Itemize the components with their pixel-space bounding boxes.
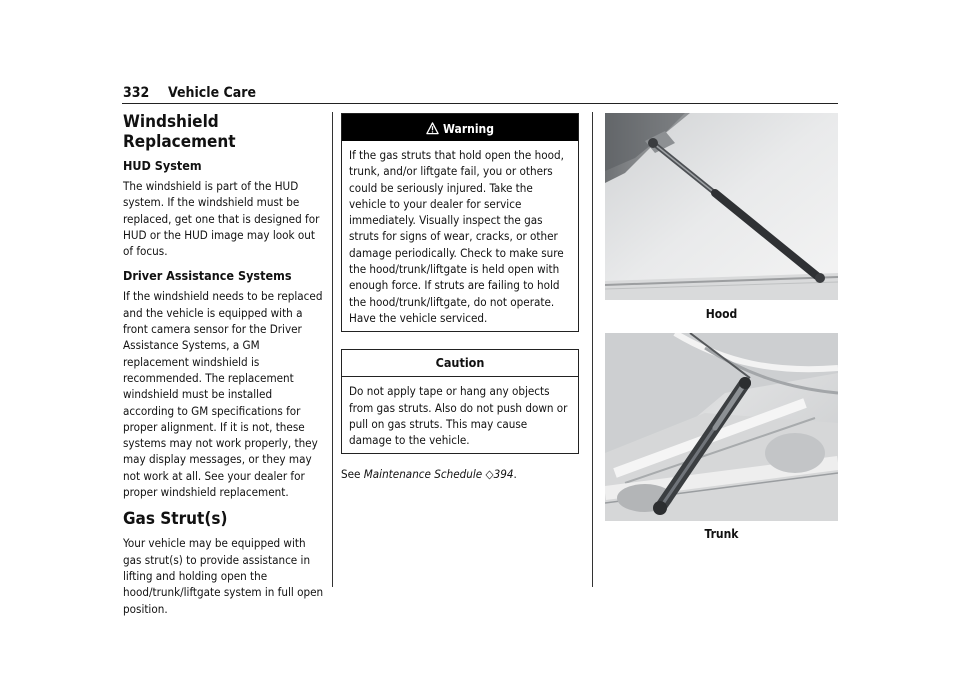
reference-page-number: 394 <box>493 467 514 482</box>
see-reference <box>341 466 579 482</box>
column-divider-2 <box>592 112 593 587</box>
warning-header <box>342 114 578 141</box>
warning-triangle-icon <box>426 122 439 135</box>
trunk-strut-illustration <box>605 333 838 521</box>
hood-caption: Hood <box>705 307 738 321</box>
warning-title: Warning <box>443 122 494 136</box>
warning-text: If the gas struts that hold open the hood, trunk, and/or liftgate fail, you or others could be seriously injured. Take the vehicle to your dealer for service immediately. Visually inspect the gas struts for signs of wear, cracks, or other damage periodically. Check to make sure the hood/trunk/liftgate is held open with enough force. If struts are failing to hold the hood/trunk/liftgate, do not operate. Have the vehicle serviced. <box>349 148 564 325</box>
windshield-replacement-title: Windshield Replacement <box>123 112 236 152</box>
maintenance-schedule-link[interactable]: Maintenance Schedule <box>363 467 483 482</box>
caution-box <box>341 349 579 454</box>
trunk-caption: Trunk <box>704 527 739 541</box>
hud-system-text: The windshield is part of the HUD system. If the windshield must be replaced, get one that is designed for HUD or the HUD image may look out of focus. <box>123 179 320 259</box>
see-prefix: See <box>341 467 361 482</box>
gas-struts-title: Gas Strut(s) <box>123 509 228 530</box>
middle-column <box>341 113 579 482</box>
column-divider-1 <box>332 112 333 587</box>
hood-strut-illustration <box>605 113 838 300</box>
gas-struts-text: Your vehicle may be equipped with gas strut(s) to provide assistance in lifting and holding open the hood/trunk/liftgate system in full open position. <box>123 536 324 616</box>
warning-box <box>341 113 579 332</box>
see-suffix: . <box>513 467 517 482</box>
driver-assistance-heading: Driver Assistance Systems <box>123 268 292 284</box>
page-number: 332 <box>123 85 150 101</box>
driver-assistance-text: If the windshield needs to be replaced and the vehicle is equipped with a front camera sensor for the Driver Assistance Systems, a GM replacement windshield is recommended. The replacement windshield must be installed according to GM specifications for proper alignment. If it is not, these systems may not work properly, they may display messages, or they may not work at all. See your dealer for proper windshield replacement. <box>123 289 323 500</box>
hud-system-heading: HUD System <box>123 158 202 173</box>
section-title: Vehicle Care <box>168 85 257 101</box>
left-column <box>123 112 326 626</box>
page-reference-icon: ◇ <box>485 467 494 482</box>
caution-title: Caution <box>342 350 578 377</box>
caution-text: Do not apply tape or hang any objects from gas struts. Also do not push down or pull on gas struts. This may cause damage to the vehicle. <box>349 384 568 448</box>
header-rule <box>122 103 838 104</box>
